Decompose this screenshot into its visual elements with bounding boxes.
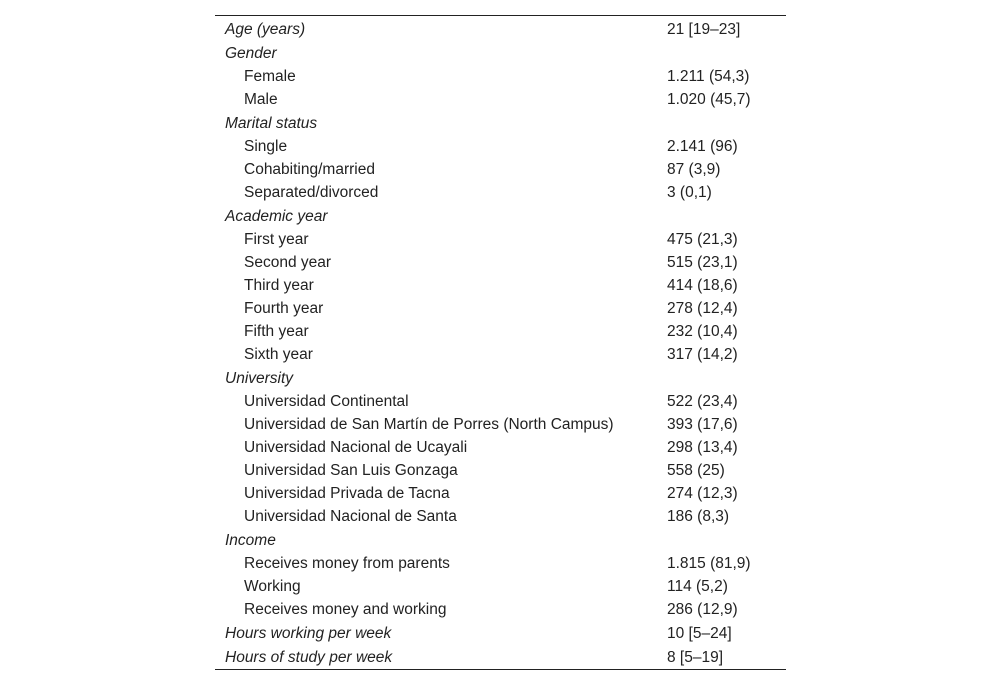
subcategory-label: Universidad Continental	[244, 393, 409, 410]
row-value: 515 (23,1)	[667, 254, 738, 271]
subcategory-row	[215, 274, 786, 297]
row-value: 87 (3,9)	[667, 161, 721, 178]
subcategory-row	[215, 343, 786, 366]
subcategory-row	[215, 575, 786, 598]
subcategory-row	[215, 598, 786, 621]
subcategory-label: Universidad Privada de Tacna	[244, 485, 450, 502]
subcategory-label: Universidad San Luis Gonzaga	[244, 462, 458, 479]
row-value: 186 (8,3)	[667, 508, 730, 525]
category-label: Income	[225, 531, 276, 549]
row-value: 274 (12,3)	[667, 485, 738, 502]
subcategory-label: Universidad Nacional de Santa	[244, 508, 457, 525]
category-label: Academic year	[225, 207, 328, 225]
demographics-table	[215, 16, 786, 669]
subcategory-row	[215, 88, 786, 111]
subcategory-label: Fifth year	[244, 323, 309, 340]
category-label: Hours of study per week	[225, 648, 393, 666]
subcategory-row	[215, 135, 786, 158]
row-value: 2.141 (96)	[667, 138, 738, 155]
category-row	[215, 111, 786, 135]
subcategory-label: Second year	[244, 254, 332, 271]
category-row	[215, 645, 786, 669]
row-value: 1.815 (81,9)	[667, 555, 751, 572]
subcategory-row	[215, 413, 786, 436]
row-value: 3 (0,1)	[667, 184, 712, 201]
subcategory-row	[215, 181, 786, 204]
row-value: 1.020 (45,7)	[667, 91, 751, 108]
category-row	[215, 366, 786, 390]
subcategory-row	[215, 459, 786, 482]
subcategory-label: Sixth year	[244, 346, 313, 363]
category-row	[215, 621, 786, 645]
subcategory-row	[215, 228, 786, 251]
subcategory-row	[215, 65, 786, 88]
row-value: 10 [5–24]	[667, 624, 732, 642]
subcategory-label: Working	[244, 578, 301, 595]
subcategory-label: Male	[244, 91, 278, 108]
subcategory-row	[215, 320, 786, 343]
row-value	[667, 528, 786, 552]
subcategory-label: Fourth year	[244, 300, 324, 317]
table-bottom-rule	[215, 669, 786, 670]
subcategory-label: Separated/divorced	[244, 184, 379, 201]
subcategory-label: Female	[244, 68, 296, 85]
row-value: 21 [19–23]	[667, 20, 741, 38]
subcategory-label: Cohabiting/married	[244, 161, 375, 178]
subcategory-label: Universidad de San Martín de Porres (North Campus)	[244, 416, 614, 433]
row-value: 475 (21,3)	[667, 231, 738, 248]
subcategory-row	[215, 436, 786, 459]
row-value: 558 (25)	[667, 462, 725, 479]
row-value: 232 (10,4)	[667, 323, 738, 340]
category-row	[215, 41, 786, 65]
row-value: 393 (17,6)	[667, 416, 738, 433]
subcategory-label: Single	[244, 138, 288, 155]
row-value: 8 [5–19]	[667, 648, 724, 666]
category-row	[215, 528, 786, 552]
subcategory-label: First year	[244, 231, 309, 248]
row-value: 286 (12,9)	[667, 601, 738, 618]
row-value	[667, 366, 786, 390]
row-value	[667, 204, 786, 228]
subcategory-row	[215, 552, 786, 575]
demographics-table-container	[215, 15, 786, 670]
subcategory-row	[215, 505, 786, 528]
subcategory-label: Third year	[244, 277, 314, 294]
subcategory-row	[215, 390, 786, 413]
category-label: University	[225, 369, 294, 387]
row-value: 114 (5,2)	[667, 578, 728, 595]
subcategory-row	[215, 482, 786, 505]
category-row	[215, 16, 786, 41]
row-value: 1.211 (54,3)	[667, 68, 750, 85]
row-value: 278 (12,4)	[667, 300, 738, 317]
table-body	[215, 16, 786, 669]
category-label: Hours working per week	[225, 624, 392, 642]
subcategory-label: Universidad Nacional de Ucayali	[244, 439, 468, 456]
subcategory-row	[215, 158, 786, 181]
category-label: Marital status	[225, 114, 318, 132]
subcategory-row	[215, 251, 786, 274]
subcategory-label: Receives money and working	[244, 601, 447, 618]
subcategory-label: Receives money from parents	[244, 555, 450, 572]
category-row	[215, 204, 786, 228]
category-label: Age (years)	[225, 20, 306, 38]
row-value: 298 (13,4)	[667, 439, 738, 456]
row-value	[667, 111, 786, 135]
subcategory-row	[215, 297, 786, 320]
row-value	[667, 41, 786, 65]
category-label: Gender	[225, 44, 277, 62]
row-value: 317 (14,2)	[667, 346, 738, 363]
row-value: 522 (23,4)	[667, 393, 738, 410]
row-value: 414 (18,6)	[667, 277, 738, 294]
